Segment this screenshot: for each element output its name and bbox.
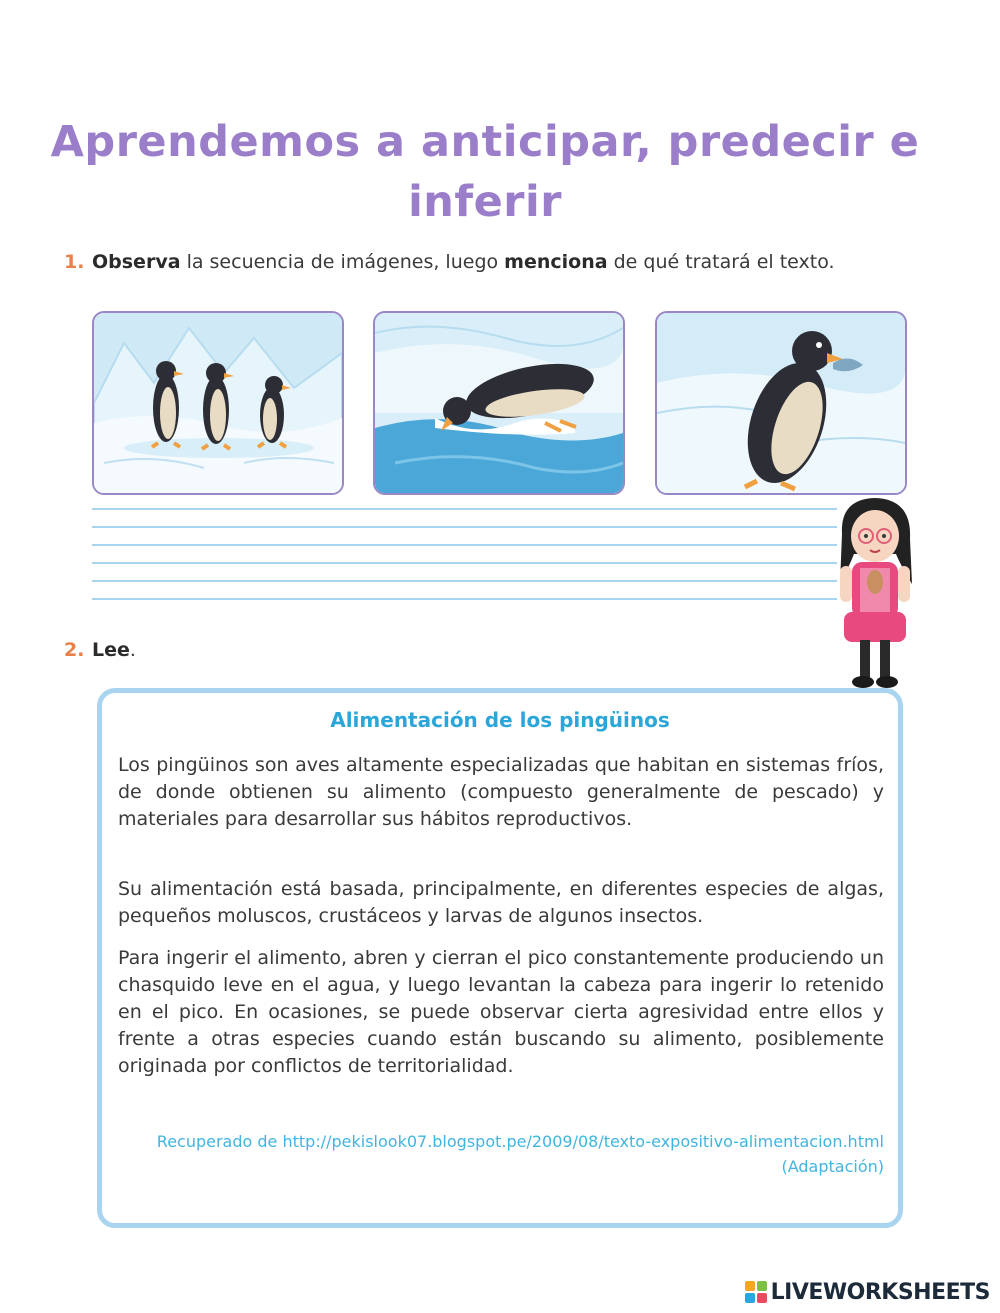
reading-title: Alimentación de los pingüinos (330, 708, 670, 732)
answer-lines-1[interactable] (92, 508, 837, 546)
liveworksheets-logo-icon (745, 1281, 767, 1303)
liveworksheets-text: LIVEWORKSHEETS (770, 1279, 990, 1305)
question-2 (64, 636, 136, 664)
question-1-number: 1. (64, 251, 85, 273)
question-1-bold-observa: Observa (92, 251, 181, 273)
question-2-label: Lee (92, 639, 130, 661)
penguin-with-fish-icon (657, 313, 905, 493)
question-1-text-a: la secuencia de imágenes, luego (180, 251, 505, 273)
girl-icon (830, 494, 920, 694)
penguin-drinking-water-icon (375, 313, 623, 493)
penguin-drinking-water-image (373, 311, 625, 495)
three-penguins-on-ice-image (92, 311, 344, 495)
penguin-with-fish-image (655, 311, 907, 495)
three-penguins-on-ice-icon (94, 313, 342, 493)
reading-paragraph-3: Para ingerir el alimento, abren y cierran el pico constantemente produciendo un chasquido leve en el agua, y luego levantan la cabeza para ingerir lo retenido en el pico. En ocasiones, se puede observar cierta agresividad entre ellos y frente a otras especies cuando están buscando su alimento, posiblemente originada por conflictos de territorialidad. (118, 947, 884, 1077)
answer-lines-2[interactable] (92, 562, 837, 600)
question-1-bold-menciona: menciona (504, 251, 608, 273)
question-2-suffix: . (129, 639, 136, 661)
question-1 (64, 248, 914, 276)
reading-paragraph-2: Su alimentación está basada, principalmente, en diferentes especies de algas, pequeños moluscos, crustáceos y larvas de algunos insectos. (118, 878, 884, 927)
question-2-number: 2. (64, 639, 85, 661)
question-1-text-b: de qué tratará el texto. (607, 251, 835, 273)
liveworksheets-brand[interactable] (745, 1277, 990, 1307)
reading-source[interactable]: Recuperado de http://pekislook07.blogspot.pe/2009/08/texto-expositivo-alimentacion.html (Adaptación) (156, 1132, 884, 1176)
girl-illustration (830, 494, 920, 694)
reading-paragraph-1: Los pingüinos son aves altamente especializadas que habitan en sistemas fríos, de donde obtienen su alimento (compuesto generalmente de pescado) y materiales para desarrollar sus hábitos reproductivos. (118, 754, 884, 830)
page-title: Aprendemos a anticipar, predecir e inferir (50, 117, 920, 227)
